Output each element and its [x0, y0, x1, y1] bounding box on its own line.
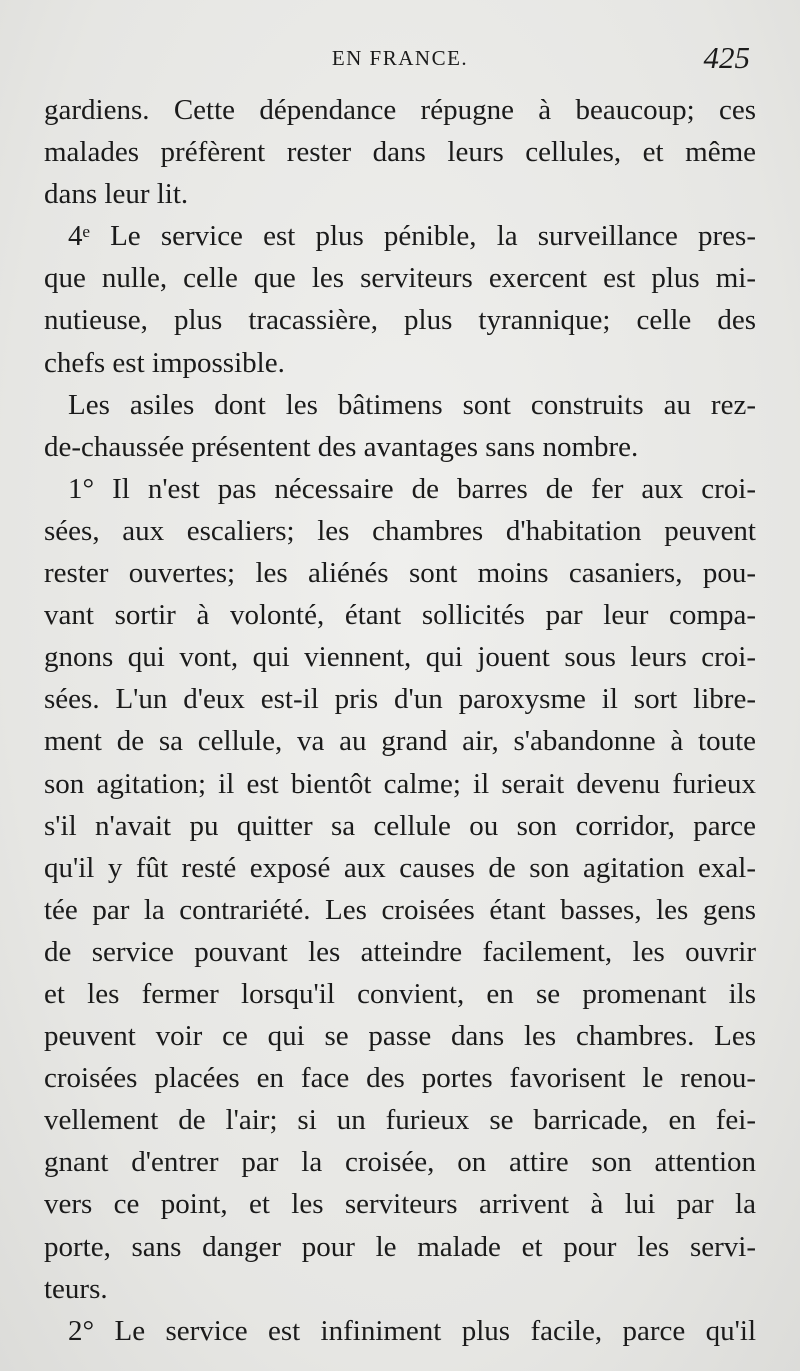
text-line: sées. L'un d'eux est-il pris d'un paroxysme il sort libre- [44, 683, 756, 716]
page-header [44, 40, 756, 80]
text-line: gardiens. Cette dépendance répugne à beaucoup; ces [44, 94, 756, 126]
text-line: croisées placées en face des portes favorisent le renou- [44, 1062, 756, 1095]
text-line: dans leur lit. [44, 178, 189, 211]
text-line: 4ᵉ Le service est plus pénible, la surveillance pres- [68, 220, 756, 253]
text-line: Les asiles dont les bâtimens sont construits au rez- [68, 388, 756, 421]
text-line: nutieuse, plus tracassière, plus tyrannique; celle des [44, 304, 756, 337]
text-line: chefs est impossible. [44, 346, 285, 379]
text-line: sées, aux escaliers; les chambres d'habitation peuvent [44, 514, 756, 547]
text-line: peuvent voir ce qui se passe dans les chambres. Les [44, 1020, 756, 1053]
text-line: vers ce point, et les serviteurs arrivent à lui par la [44, 1188, 756, 1221]
text-line: vellement de l'air; si un furieux se barricade, en fei- [44, 1104, 756, 1137]
text-line: ment de sa cellule, va au grand air, s'abandonne à toute [44, 725, 756, 758]
running-head: EN FRANCE. [331, 46, 469, 70]
text-line: de service pouvant les atteindre facilement, les ouvrir [44, 935, 756, 968]
text-line: gnant d'entrer par la croisée, on attire son attention [44, 1146, 756, 1179]
text-line: malades préfèrent rester dans leurs cellules, et même [44, 136, 756, 169]
text-line: et les fermer lorsqu'il convient, en se promenant ils [44, 977, 756, 1010]
text-line: 2° Le service est infiniment plus facile, parce qu'il [68, 1314, 756, 1347]
text-line: porte, sans danger pour le malade et pour les servi- [44, 1230, 756, 1263]
text-line: tée par la contrariété. Les croisées étant basses, les gens [44, 893, 756, 926]
text-line: qu'il y fût resté exposé aux causes de son agitation exal- [44, 851, 756, 884]
text-line: son agitation; il est bientôt calme; il serait devenu furieux [44, 767, 756, 800]
page-body [44, 89, 756, 1352]
page-number: 425 [703, 40, 750, 75]
text-line: teurs. [44, 1272, 108, 1305]
text-line: 1° Il n'est pas nécessaire de barres de fer aux croi- [68, 472, 756, 505]
text-line: que nulle, celle que les serviteurs exercent est plus mi- [44, 262, 756, 295]
text-line: s'il n'avait pu quitter sa cellule ou son corridor, parce [44, 809, 756, 842]
text-line: vant sortir à volonté, étant sollicités par leur compa- [44, 599, 756, 632]
text-line: gnons qui vont, qui viennent, qui jouent sous leurs croi- [44, 641, 756, 674]
text-line: de-chaussée présentent des avantages sans nombre. [44, 430, 639, 463]
text-line: rester ouvertes; les aliénés sont moins casaniers, pou- [44, 557, 756, 590]
